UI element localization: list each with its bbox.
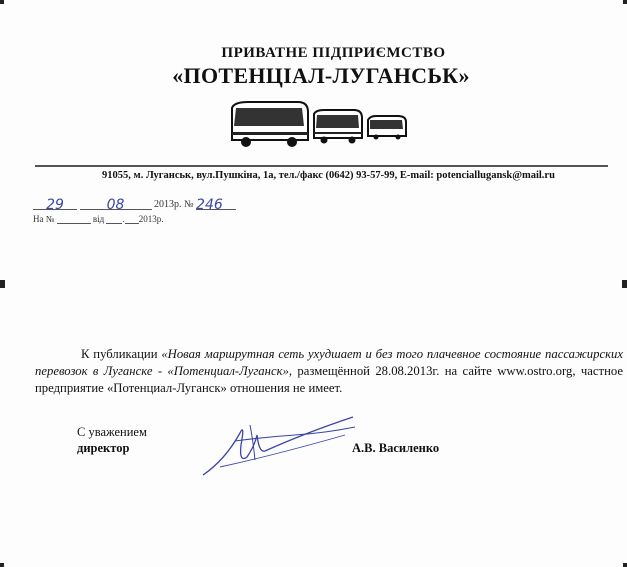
reference-line [33, 211, 163, 224]
header-divider [35, 165, 608, 167]
company-address: 91055, м. Луганськ, вул.Пушкіна, 1а, тел./факс (0642) 93-57-99, E-mail: potenciallugansk@mail.ru [102, 170, 555, 181]
ref-from: від [92, 214, 105, 224]
signoff-greeting: С уважением [77, 425, 147, 439]
bus-icon [232, 102, 308, 147]
signoff-name: А.В. Василенко [352, 441, 440, 455]
scan-corner-mark [0, 0, 4, 4]
ref-year: 2013р. [138, 214, 164, 224]
scan-corner-mark [623, 0, 627, 4]
company-type: ПРИВАТНЕ ПІДПРИЄМСТВО [221, 45, 446, 61]
company-name: «ПОТЕНЦІАЛ-ЛУГАНСЬК» [172, 63, 470, 88]
bus-logo-icon [228, 100, 413, 150]
outgoing-date-line [33, 197, 236, 213]
outgoing-number: 246 [196, 197, 223, 213]
ref-dot: . [122, 214, 125, 224]
scan-edge-mark [622, 280, 627, 288]
date-month: 08 [106, 197, 125, 213]
handwritten-signature [195, 405, 370, 485]
ref-label: На № [33, 214, 55, 224]
bus-icon [314, 110, 362, 144]
scan-corner-mark [623, 563, 627, 567]
body-lead: К публикации [81, 347, 158, 361]
number-label: № [184, 199, 194, 210]
scan-corner-mark [0, 563, 4, 567]
scan-edge-mark [0, 280, 5, 288]
date-day: 29 [46, 197, 64, 213]
body-rest: , размещённой 28.08.2013г. на сайте www.ostro.org, частное предприятие «Потенциал-Луганск» отношения не имеет. [35, 364, 623, 395]
signoff-position: директор [77, 441, 130, 455]
bus-icon [368, 116, 406, 140]
body-quote: «Новая маршрутная сеть ухудшает и без того плачевное состояние пассажирских перевозок в Луганске - «Потенциал-Луганск» [35, 347, 623, 378]
date-year: 2013р. [154, 199, 182, 210]
letter-body [35, 346, 623, 397]
